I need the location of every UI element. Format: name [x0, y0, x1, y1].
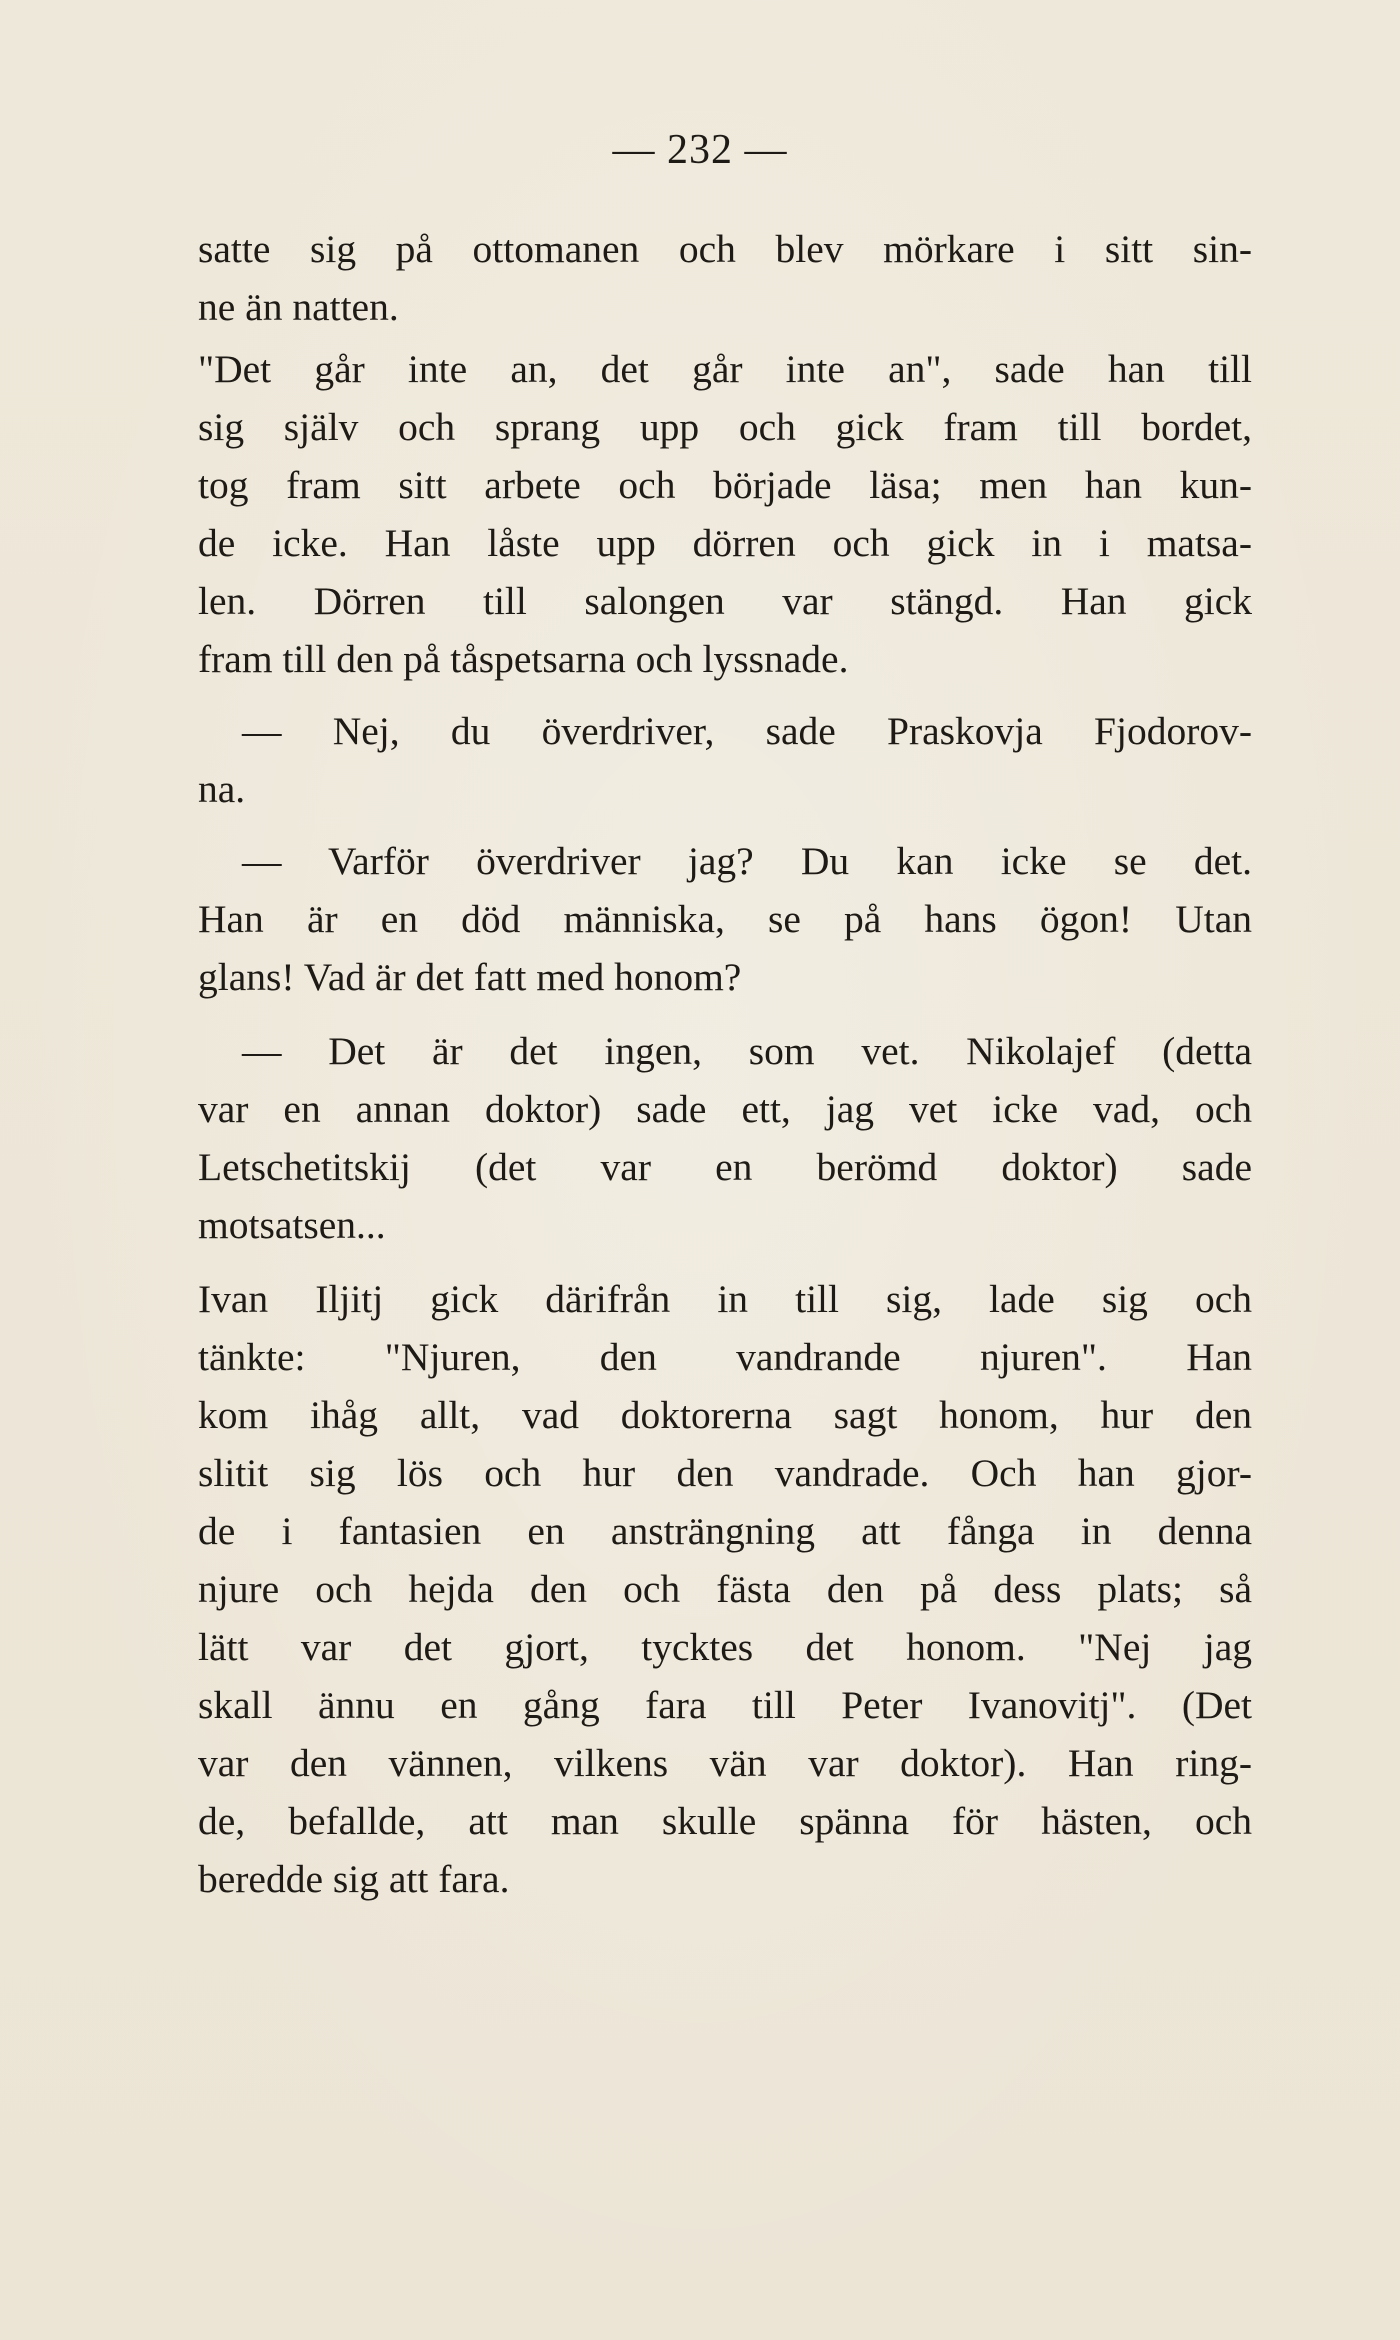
- text-line: tänkte: "Njuren, den vandrande njuren". Han: [198, 1335, 1252, 1379]
- text-line: glans! Vad är det fatt med honom?: [198, 955, 742, 999]
- text-line: var en annan doktor) sade ett, jag vet icke vad, och: [198, 1087, 1252, 1131]
- text-line: "Det går inte an, det går inte an", sade han till: [198, 347, 1252, 391]
- text-line: len. Dörren till salongen var stängd. Han gick: [198, 579, 1252, 623]
- text-line: fram till den på tåspetsarna och lyssnade.: [198, 637, 849, 681]
- text-line: de, befallde, att man skulle spänna för hästen, och: [198, 1799, 1252, 1843]
- text-line: de icke. Han låste upp dörren och gick in i matsa-: [198, 521, 1252, 565]
- text-line: motsatsen...: [198, 1203, 386, 1247]
- text-line: [198, 1022, 1252, 1080]
- text-line: beredde sig att fara.: [198, 1857, 510, 1901]
- text-line: var den vännen, vilkens vän var doktor). Han ring-: [198, 1741, 1252, 1785]
- text-line: [198, 832, 1252, 890]
- text-line: de i fantasien en ansträngning att fånga in denna: [198, 1509, 1252, 1553]
- text-line: [198, 702, 1252, 760]
- text-line: satte sig på ottomanen och blev mörkare i sitt sin-: [198, 227, 1252, 271]
- paragraph: [198, 220, 1252, 336]
- text-line: njure och hejda den och fästa den på dess plats; så: [198, 1567, 1252, 1611]
- text-line: sig själv och sprang upp och gick fram till bordet,: [198, 405, 1252, 449]
- page-number: — 232 —: [612, 127, 788, 173]
- paragraph: [198, 340, 1252, 688]
- text-line: Han är en död människa, se på hans ögon! Utan: [198, 897, 1252, 941]
- text-line-content: — Varför överdriver jag? Du kan icke se det.: [242, 839, 1252, 883]
- text-line: Ivan Iljitj gick därifrån in till sig, lade sig och: [198, 1277, 1252, 1321]
- paragraph: [198, 1270, 1252, 1908]
- text-line: kom ihåg allt, vad doktorerna sagt honom, hur den: [198, 1393, 1252, 1437]
- paragraph: [198, 1022, 1252, 1254]
- text-line: lätt var det gjort, tycktes det honom. "Nej jag: [198, 1625, 1252, 1669]
- text-line-content: — Nej, du överdriver, sade Praskovja Fjodorov-: [242, 709, 1252, 753]
- text-line: skall ännu en gång fara till Peter Ivanovitj". (Det: [198, 1683, 1252, 1727]
- text-line: slitit sig lös och hur den vandrade. Och han gjor-: [198, 1451, 1252, 1495]
- paragraph: [198, 832, 1252, 1006]
- text-line: Letschetitskij (det var en berömd doktor) sade: [198, 1145, 1252, 1189]
- paragraph: [198, 702, 1252, 818]
- text-line: tog fram sitt arbete och började läsa; men han kun-: [198, 463, 1252, 507]
- text-line-content: — Det är det ingen, som vet. Nikolajef (detta: [242, 1029, 1252, 1073]
- text-line: ne än natten.: [198, 285, 399, 329]
- body-text: [198, 220, 1252, 1908]
- text-line: na.: [198, 767, 246, 811]
